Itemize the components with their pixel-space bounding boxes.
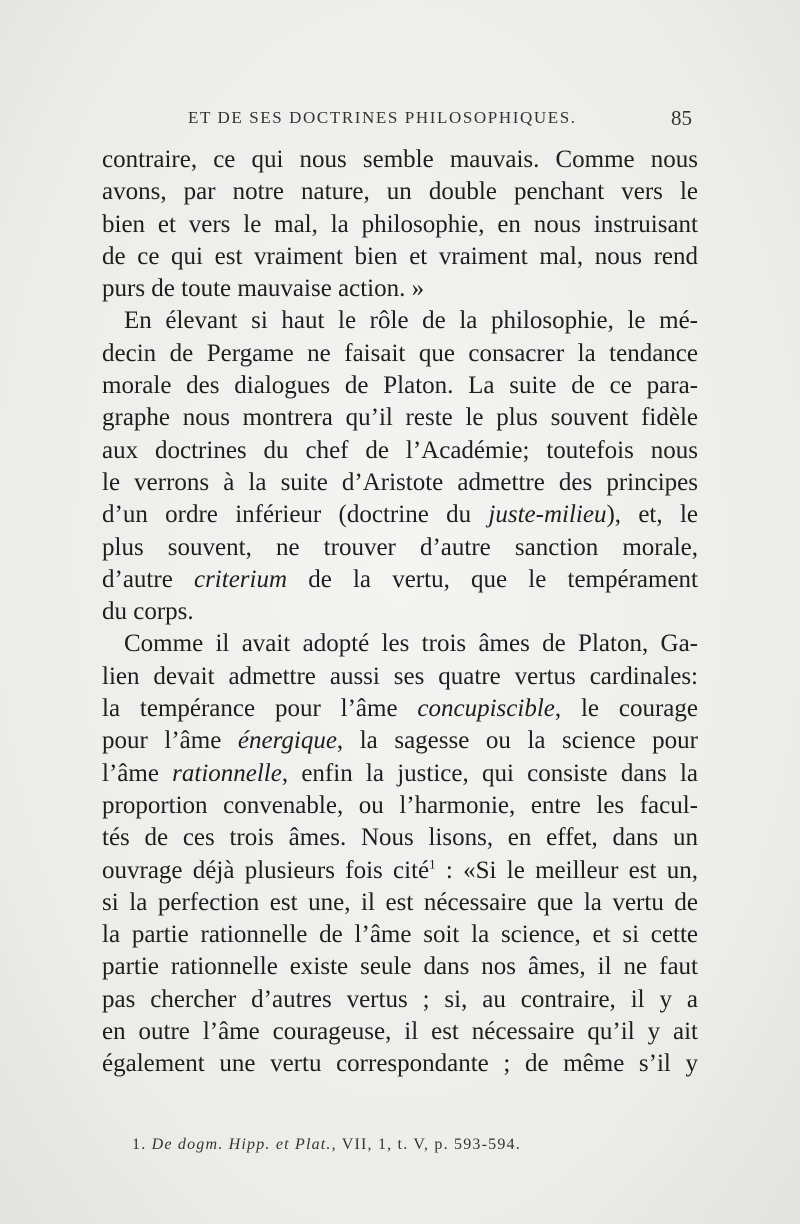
- footnote-number: 1.: [132, 1136, 152, 1153]
- italic-term: énergique: [237, 727, 337, 755]
- text-segment: la tempérance pour l’âme: [102, 695, 418, 723]
- italic-term: rationnelle: [172, 759, 282, 787]
- text-line: du corps.: [102, 598, 194, 626]
- footnote-marker: 1: [429, 856, 436, 872]
- paragraph-start-line: En élevant si haut le rôle de la philosophie, le mé-: [124, 307, 698, 335]
- text-line: bien et vers le mal, la philosophie, en nous instruisant: [102, 210, 698, 238]
- text-line: également une vertu correspondante ; de même s’il y: [102, 1050, 698, 1078]
- running-title: ET DE SES DOCTRINES PHILOSOPHIQUES.: [188, 108, 577, 127]
- body-text: [102, 144, 698, 1081]
- text-segment: , le courage: [554, 695, 698, 723]
- text-line: decin de Pergame ne faisait que consacrer la tendance: [102, 339, 698, 367]
- text-line: [102, 564, 698, 596]
- text-line: si la perfection est une, il est nécessaire que la vertu de: [102, 888, 698, 916]
- text-line: partie rationnelle existe seule dans nos âmes, il ne faut: [102, 953, 698, 981]
- page-number: 85: [671, 106, 692, 130]
- text-line: purs de toute mauvaise action. »: [102, 275, 425, 303]
- text-line: [102, 758, 698, 790]
- text-line: aux doctrines du chef de l’Académie; toutefois nous: [102, 436, 698, 464]
- text-line: de ce qui est vraiment bien et vraiment mal, nous rend: [102, 242, 698, 270]
- text-line: graphe nous montrera qu’il reste le plus souvent fidèle: [102, 404, 698, 432]
- text-segment: ouvrage déjà plusieurs fois cité: [102, 856, 430, 884]
- italic-term: concupiscible: [417, 695, 555, 723]
- text-line: le verrons à la suite d’Aristote admettre des principes: [102, 468, 698, 496]
- text-line: plus souvent, ne trouver d’autre sanction morale,: [102, 533, 698, 561]
- footnote: [132, 1136, 521, 1154]
- text-line: proportion convenable, ou l’harmonie, entre les facul-: [102, 791, 698, 819]
- italic-term: criterium: [193, 565, 288, 593]
- text-segment: d’un ordre inférieur (doctrine du: [102, 501, 489, 529]
- text-line: tés de ces trois âmes. Nous lisons, en effet, dans un: [102, 824, 698, 852]
- text-segment: l’âme: [102, 759, 173, 787]
- text-segment: de la vertu, que le tempérament: [287, 565, 699, 593]
- text-line: contraire, ce qui nous semble mauvais. Comme nous: [102, 146, 698, 173]
- text-line: morale des dialogues de Platon. La suite de ce para-: [102, 372, 698, 400]
- text-line: [102, 725, 698, 757]
- text-segment: ), et, le: [606, 501, 698, 529]
- text-line: lien devait admettre aussi ses quatre vertus cardinales:: [102, 662, 698, 690]
- text-line: en outre l’âme courageuse, il est nécessaire qu’il y ait: [102, 1018, 698, 1046]
- italic-term: juste-milieu: [488, 501, 607, 529]
- text-line: [102, 499, 698, 531]
- footnote-title: De dogm. Hipp. et Plat.: [151, 1136, 332, 1153]
- text-line: [102, 693, 698, 725]
- text-segment: : «Si le meilleur est un,: [435, 856, 698, 884]
- page-header: [102, 104, 692, 134]
- paragraph-start-line: Comme il avait adopté les trois âmes de Platon, Ga-: [124, 630, 698, 658]
- text-line: [102, 855, 698, 887]
- text-segment: , la sagesse ou la science pour: [336, 727, 699, 755]
- text-line: avons, par notre nature, un double penchant vers le: [102, 178, 698, 206]
- footnote-reference: , VII, 1, t. V, p. 593-594.: [331, 1136, 521, 1153]
- text-segment: , enfin la justice, qui consiste dans la: [281, 759, 698, 787]
- text-segment: pour l’âme: [102, 727, 238, 755]
- text-line: pas chercher d’autres vertus ; si, au contraire, il y a: [102, 985, 698, 1013]
- text-segment: d’autre: [102, 565, 194, 593]
- text-line: la partie rationnelle de l’âme soit la science, et si cette: [102, 921, 698, 949]
